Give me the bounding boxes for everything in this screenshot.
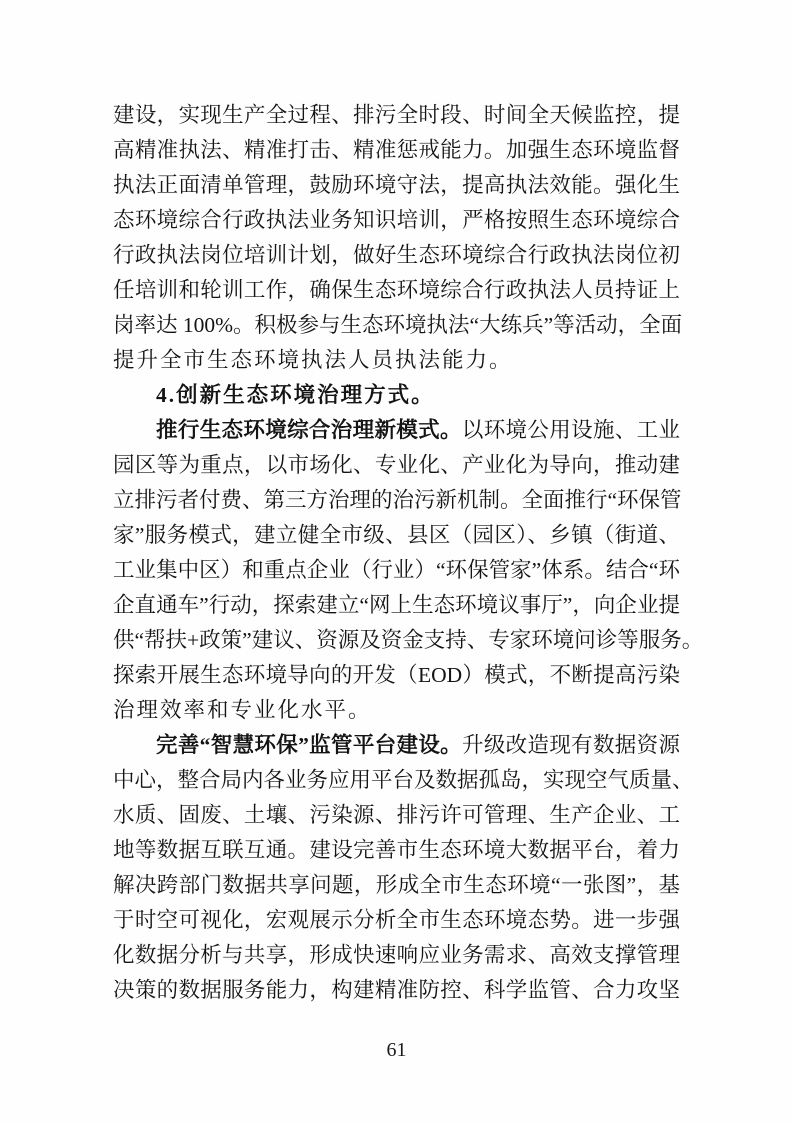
text-line	[113, 833, 680, 868]
body-text: 执法正面清单管理，鼓励环境守法，提高执法效能。强化生	[113, 173, 680, 197]
text-block	[113, 98, 704, 1008]
lead-bold-text: 完善“智慧环保”监管平台建设。	[156, 733, 462, 757]
text-line	[113, 728, 680, 763]
paragraph-enforcement	[113, 98, 683, 378]
text-line	[113, 203, 680, 238]
text-line	[113, 413, 680, 448]
body-text: 行政执法岗位培训计划，做好生态环境综合行政执法岗位初	[113, 243, 680, 267]
paragraph-governance-model	[113, 413, 704, 728]
heading-line	[113, 378, 680, 413]
body-text: 家”服务模式，建立健全市级、县区（园区）、乡镇（街道、	[113, 523, 680, 547]
body-text: 企直通车”行动，探索建立“网上生态环境议事厅”，向企业提	[113, 593, 680, 617]
text-line	[113, 973, 680, 1008]
body-text: 任培训和轮训工作，确保生态环境综合行政执法人员持证上	[113, 278, 680, 302]
text-line	[113, 938, 680, 973]
body-text: 立排污者付费、第三方治理的治污新机制。全面推行“环保管	[113, 488, 682, 512]
body-text: 态环境综合行政执法业务知识培训，严格按照生态环境综合	[113, 208, 680, 232]
body-text: 园区等为重点，以市场化、专业化、产业化为导向，推动建	[113, 453, 680, 477]
text-line	[113, 588, 680, 623]
text-line	[113, 98, 680, 133]
text-line	[113, 518, 680, 553]
heading-text: 4.创新生态环境治理方式。	[156, 383, 435, 407]
text-line	[113, 238, 680, 273]
lead-bold-text: 推行生态环境综合治理新模式。	[156, 418, 462, 442]
body-text: 岗率达 100%。积极参与生态环境执法“大练兵”等活动，全面	[113, 313, 683, 337]
body-text: 供“帮扶+政策”建议、资源及资金支持、专家环境问诊等服务。	[113, 628, 704, 652]
body-text: 决策的数据服务能力，构建精准防控、科学监管、合力攻坚	[113, 978, 680, 1002]
body-text: 于时空可视化，宏观展示分析全市生态环境态势。进一步强	[113, 908, 680, 932]
text-line	[113, 133, 680, 168]
body-text: 治理效率和专业化水平。	[113, 698, 372, 722]
body-text: 升级改造现有数据资源	[461, 733, 680, 757]
body-text: 解决跨部门数据共享问题，形成全市生态环境“一张图”，基	[113, 873, 680, 897]
text-line	[113, 448, 680, 483]
section-heading-4	[113, 378, 680, 413]
text-line	[113, 343, 680, 378]
text-line	[113, 308, 683, 343]
body-text: 提升全市生态环境执法人员执法能力。	[113, 348, 513, 372]
text-line	[113, 273, 680, 308]
page-number: 61	[386, 1039, 407, 1061]
text-line	[113, 903, 680, 938]
body-text: 中心，整合局内各业务应用平台及数据孤岛，实现空气质量、	[113, 768, 694, 792]
body-text: 高精准执法、精准打击、精准惩戒能力。加强生态环境监督	[113, 138, 680, 162]
text-line	[113, 623, 704, 658]
text-line	[113, 658, 680, 693]
body-text: 水质、固废、土壤、污染源、排污许可管理、生产企业、工	[113, 803, 680, 827]
body-text: 工业集中区）和重点企业（行业）“环保管家”体系。结合“环	[113, 558, 680, 582]
text-line	[113, 693, 680, 728]
text-line	[113, 483, 680, 518]
body-text: 建设，实现生产全过程、排污全时段、时间全天候监控，提	[113, 103, 680, 127]
body-text: 化数据分析与共享，形成快速响应业务需求、高效支撑管理	[113, 943, 680, 967]
text-line	[113, 763, 694, 798]
text-line	[113, 868, 680, 903]
body-text: 地等数据互联互通。建设完善市生态环境大数据平台，着力	[113, 838, 680, 862]
text-line	[113, 168, 680, 203]
body-text: 探索开展生态环境导向的开发（EOD）模式，不断提高污染	[113, 663, 680, 687]
text-line	[113, 798, 680, 833]
text-line	[113, 553, 680, 588]
body-text: 以环境公用设施、工业	[461, 418, 680, 442]
paragraph-smart-environment-platform	[113, 728, 694, 1008]
